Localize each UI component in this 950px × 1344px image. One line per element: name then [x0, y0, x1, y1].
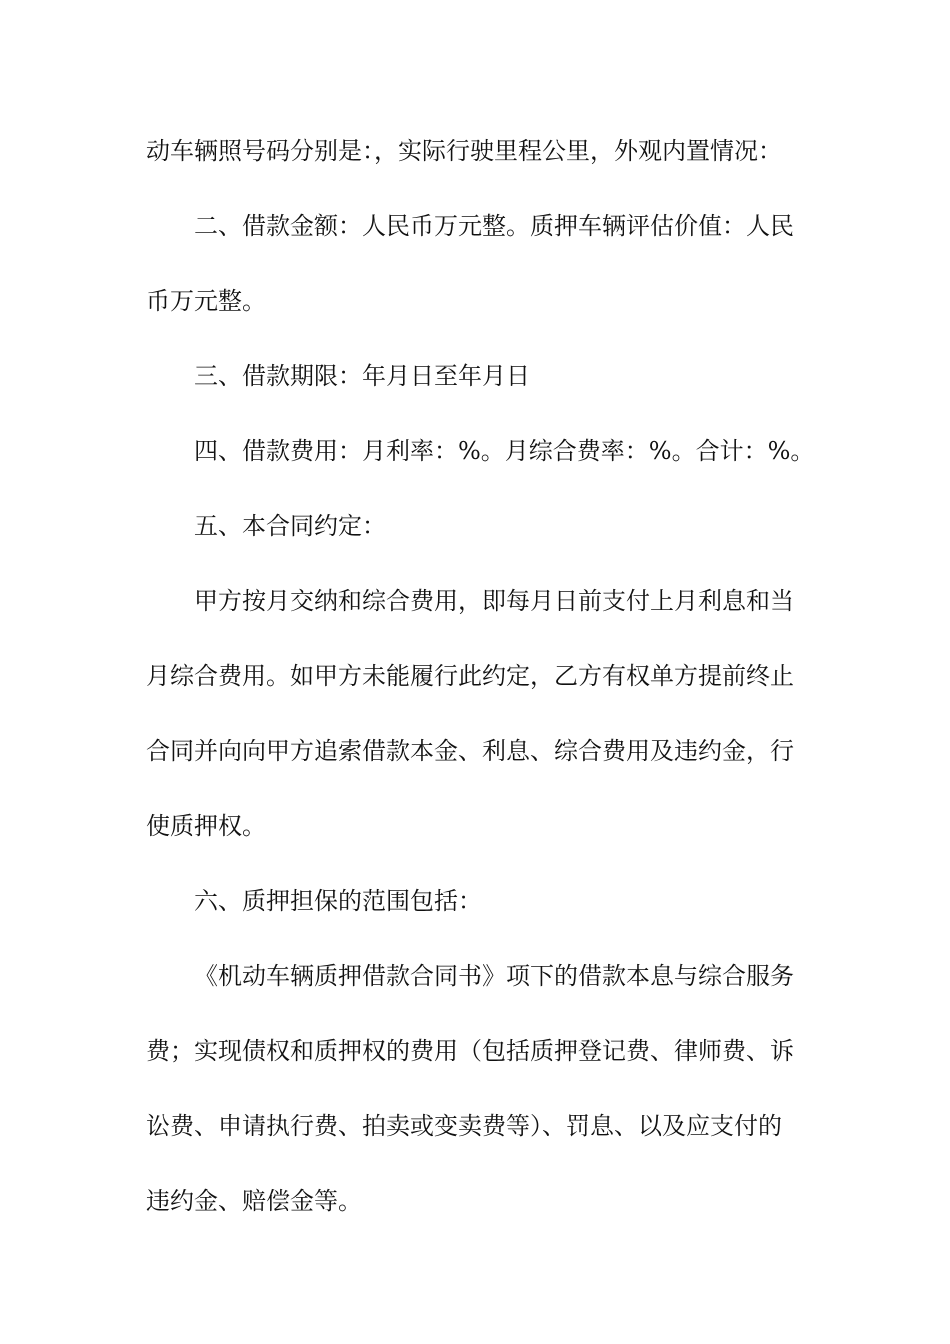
paragraph-line-vehicle-info: 动车辆照号码分别是：，实际行驶里程公里，外观内置情况： — [146, 137, 782, 165]
paragraph-line-agreement-3: 合同并向向甲方追索借款本金、利息、综合费用及违约金，行 — [146, 737, 794, 765]
paragraph-line-loan-amount-cont: 币万元整。 — [146, 287, 266, 315]
paragraph-line-loan-amount: 二、借款金额：人民币万元整。质押车辆评估价值：人民 — [194, 212, 794, 240]
paragraph-line-agreement-4: 使质押权。 — [146, 812, 266, 840]
paragraph-line-scope-4: 违约金、赔偿金等。 — [146, 1187, 362, 1215]
paragraph-line-agreement-2: 月综合费用。如甲方未能履行此约定，乙方有权单方提前终止 — [146, 662, 794, 690]
paragraph-line-scope-1: 《机动车辆质押借款合同书》项下的借款本息与综合服务 — [194, 962, 794, 990]
paragraph-line-scope-2: 费；实现债权和质押权的费用（包括质押登记费、律师费、诉 — [146, 1037, 794, 1065]
section-heading-guarantee-scope: 六、质押担保的范围包括： — [194, 887, 482, 915]
section-heading-agreement: 五、本合同约定： — [194, 512, 386, 540]
paragraph-line-loan-term: 三、借款期限：年月日至年月日 — [194, 362, 530, 390]
paragraph-line-scope-3: 讼费、申请执行费、拍卖或变卖费等）、罚息、以及应支付的 — [146, 1112, 782, 1140]
paragraph-line-agreement-1: 甲方按月交纳和综合费用，即每月日前支付上月利息和当 — [194, 587, 794, 615]
paragraph-line-loan-fees: 四、借款费用：月利率：%。月综合费率：%。合计：%。 — [194, 437, 815, 465]
